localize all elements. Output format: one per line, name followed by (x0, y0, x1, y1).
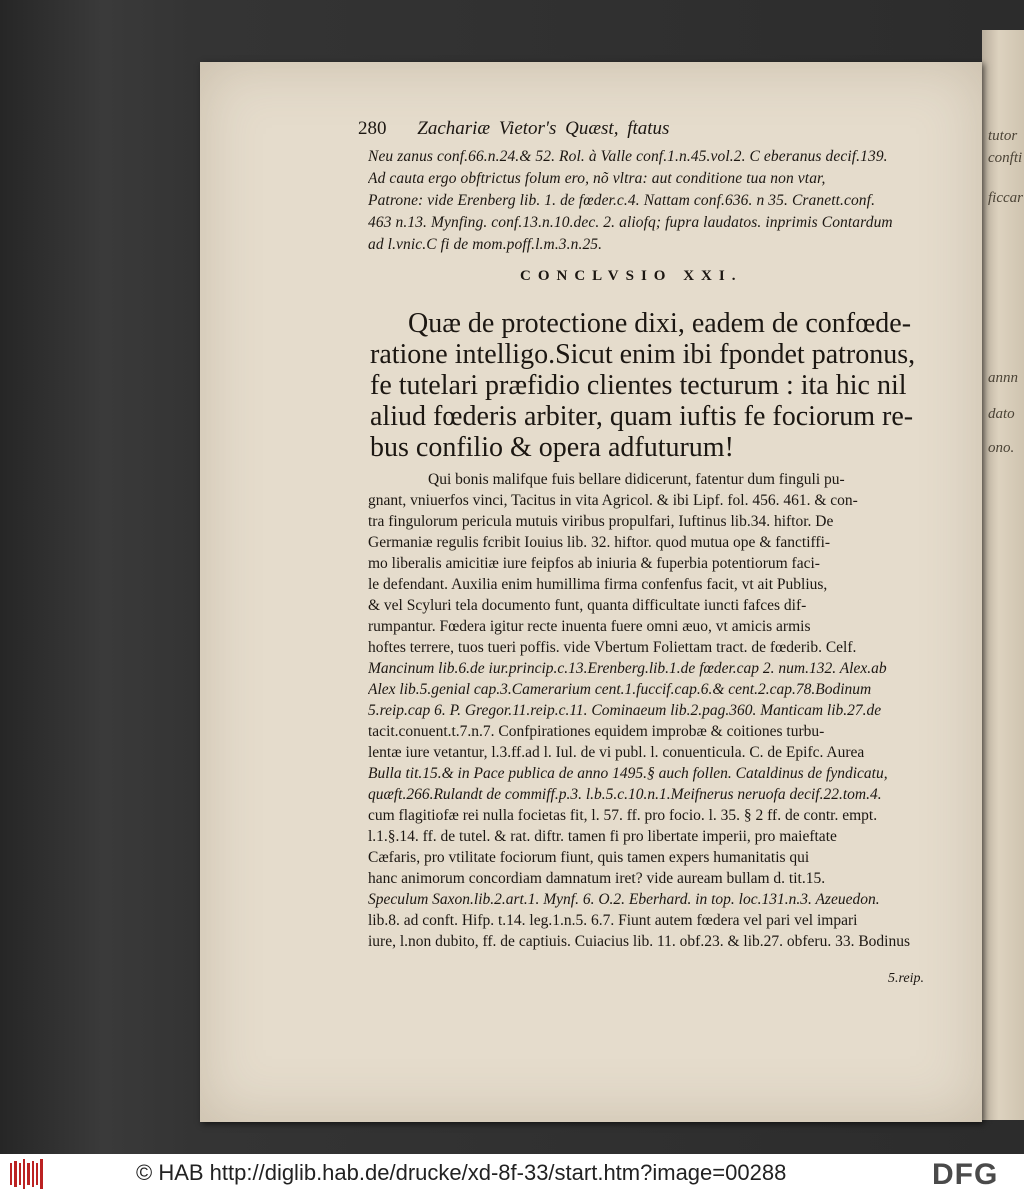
viewer-footer (0, 1154, 1024, 1194)
running-head-title: Zachariæ Vietor's Quæst, ftatus (417, 118, 670, 139)
thesis-line: fe tutelari præfidio clientes tecturum : ita hic nil (370, 370, 907, 401)
body-line: Mancinum lib.6.de iur.princip.c.13.Erenberg.lib.1.de fœder.cap 2. num.132. Alex.ab (368, 660, 887, 677)
copyright-text: © HAB http://diglib.hab.de/drucke/xd-8f-33/start.htm?image=00288 (136, 1160, 787, 1185)
adjacent-page-fragment: ono. (988, 440, 1015, 456)
body-line: rumpantur. Fœdera igitur recte inuenta fuere omni æuo, vt amicis armis (368, 618, 811, 635)
body-line: tra fingulorum pericula mutuis viribus propulfari, Iuftinus lib.34. hiftor. De (368, 513, 834, 530)
body-line: & vel Scyluri tela documento funt, quanta difficultate iuncti fafces dif- (368, 597, 807, 614)
adjacent-page-fragment: annn (988, 370, 1018, 386)
body-line: hanc animorum concordiam damnatum iret? vide auream bullam d. tit.15. (368, 870, 826, 887)
thesis-line: ratione intelligo.Sicut enim ibi fpondet patronus, (370, 339, 916, 370)
note-line: Ad cauta ergo obftrictus folum ero, nõ vltra: aut conditione tua non vtar, (368, 170, 826, 187)
adjacent-page-fragment: dato (988, 406, 1015, 422)
body-line: Cæfaris, pro vtilitate fociorum fiunt, quis tamen expers humanitatis qui (368, 849, 810, 866)
conclusion-title: CONCLVSIO XXI. (520, 268, 743, 284)
note-line: Neu zanus conf.66.n.24.& 52. Rol. à Valle conf.1.n.45.vol.2. C eberanus decif.139. (368, 148, 888, 165)
dfg-logo: DFG (932, 1158, 999, 1191)
adjacent-page-fragment: confti (988, 150, 1023, 166)
hab-logo-icon (10, 1159, 46, 1189)
adjacent-page-edge (982, 30, 1024, 1120)
body-line: cum flagitiofæ rei nulla focietas fit, l. 57. ff. pro focio. l. 35. § 2 ff. de contr. empt. (368, 807, 878, 824)
thesis-line: bus confilio & opera adfuturum! (370, 432, 734, 463)
body-line: Qui bonis malifque fuis bellare didicerunt, fatentur dum finguli pu- (428, 471, 845, 488)
body-line: Germaniæ regulis fcribit Iouius lib. 32. hiftor. quod mutua ope & fanctiffi- (368, 534, 831, 551)
body-line: Alex lib.5.genial cap.3.Camerarium cent.1.fuccif.cap.6.& cent.2.cap.78.Bodinum (368, 681, 872, 698)
body-line: l.1.§.14. ff. de tutel. & rat. diftr. tamen fi pro libertate imperii, pro maieftate (368, 828, 837, 845)
catchword: 5.reip. (888, 971, 925, 986)
body-line: gnant, vniuerfos vinci, Tacitus in vita Agricol. & ibi Lipf. fol. 456. 461. & con- (368, 492, 858, 509)
body-line: lentæ iure vetantur, l.3.ff.ad l. Iul. de vi publ. l. conuenticula. C. de Epifc. Aurea (368, 744, 865, 761)
thesis-line: Quæ de protectione dixi, eadem de confœde- (408, 308, 912, 339)
body-line: hoftes terrere, tuos tueri poffis. vide Vbertum Foliettam tract. de fœderib. Celf. (368, 639, 857, 656)
note-line: ad l.vnic.C fi de mom.poff.l.m.3.n.25. (368, 236, 603, 253)
body-line: Speculum Saxon.lib.2.art.1. Mynf. 6. O.2. Eberhard. in top. loc.131.n.3. Azeuedon. (368, 891, 880, 908)
body-line: quæft.266.Rulandt de commiff.p.3. l.b.5.c.10.n.1.Meifnerus neruofa decif.22.tom.4. (368, 786, 882, 803)
page-number: 280 (358, 118, 387, 139)
note-line: 463 n.13. Mynfing. conf.13.n.10.dec. 2. aliofq; fupra laudatos. inprimis Contardum (368, 214, 893, 231)
body-line: tacit.conuent.t.7.n.7. Confpirationes equidem improbæ & coitiones turbu- (368, 723, 825, 740)
body-line: lib.8. ad conft. Hifp. t.14. leg.1.n.5. 6.7. Fiunt autem fœdera vel pari vel impari (368, 912, 858, 929)
body-line: Bulla tit.15.& in Pace publica de anno 1495.§ auch follen. Cataldinus de fyndicatu, (368, 765, 888, 782)
adjacent-page-fragment: tutor (988, 128, 1018, 144)
note-line: Patrone: vide Erenberg lib. 1. de fœder.c.4. Nattam conf.636. n 35. Cranett.conf. (368, 192, 876, 209)
book-page (200, 62, 982, 1122)
thesis-line: aliud fœderis arbiter, quam iuftis fe fociorum re- (370, 401, 914, 432)
running-head (358, 118, 788, 140)
body-line: mo liberalis amicitiæ iure feipfos ab iniuria & fuperbia potentiorum faci- (368, 555, 820, 572)
body-line: le defendant. Auxilia enim humillima firma confenfus facit, vt ait Publius, (368, 576, 828, 593)
adjacent-page-fragment: ficcar (988, 190, 1023, 206)
body-line: iure, l.non dubito, ff. de captiuis. Cuiacius lib. 11. obf.23. & lib.27. obferu. 33. Bodinus (368, 933, 911, 950)
body-line: 5.reip.cap 6. P. Gregor.11.reip.c.11. Cominaeum lib.2.pag.360. Manticam lib.27.de (368, 702, 882, 719)
